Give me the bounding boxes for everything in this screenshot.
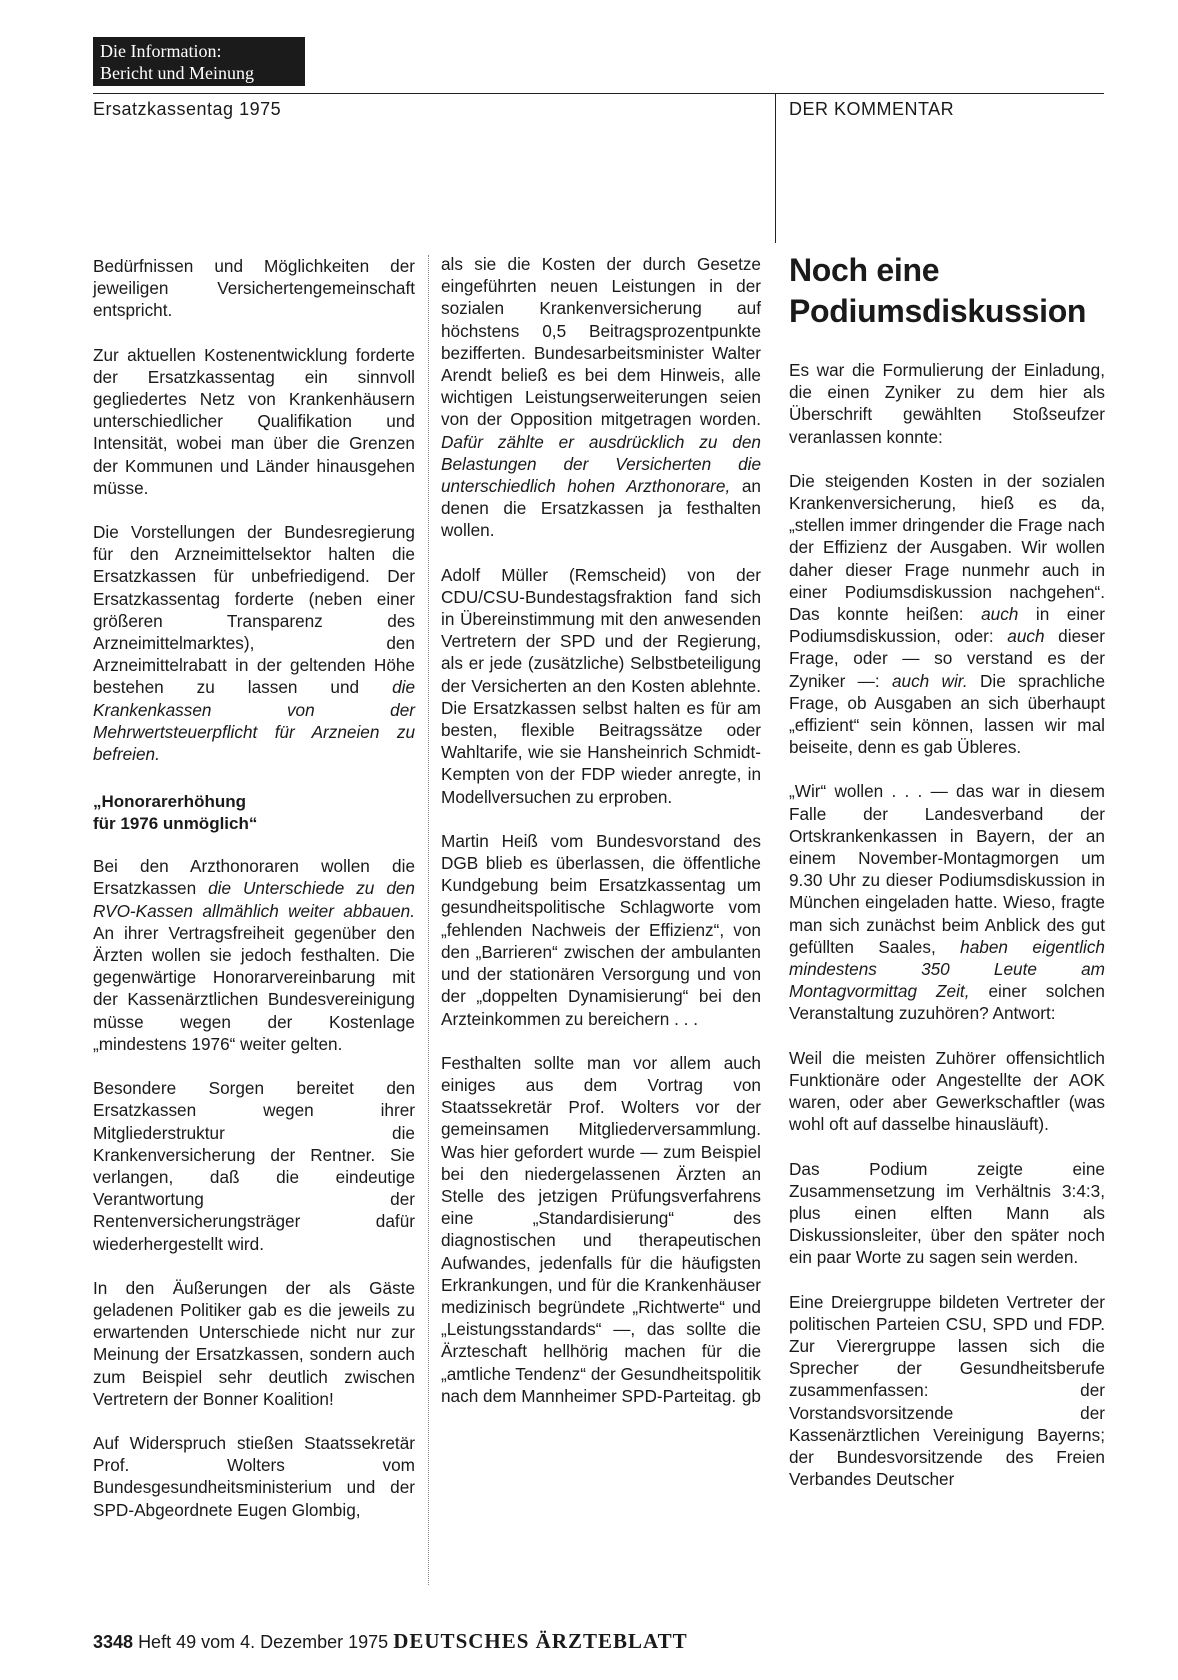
commentary-headline: Noch eine Podiumsdiskussion	[789, 252, 1087, 329]
paragraph: Martin Heiß vom Bundesvorstand des DGB blieb es überlassen, die öffentliche Kundgebung beim Ersatzkassentag um gesundheitspolitische Schlagworte vom „fehlenden Nachweis der Effizienz“, von den „Barrieren“ zwischen der ambulanten und der stationären Versorgung und von der „doppelten Dynamisierung“ bei den Arzteinkommen zu bereichern . . .	[441, 830, 761, 1029]
paragraph: als sie die Kosten der durch Gesetze eingeführten neuen Leistungen in der sozialen Krankenversicherung auf höchstens 0,5 Beitragsprozentpunkte bezifferten. Bundesarbeitsminister Walter Arendt beließ es bei dem Hinweis, alle wichtigen Leistungserweiterungen seien von der Opposition mitgetragen worden. Dafür zählte er ausdrücklich zu den Belastungen der Versicherten die unterschiedlich hohen Arzthonorare, an denen die Ersatzkassen ja festhalten wollen.	[441, 254, 761, 541]
paragraph: Die Vorstellungen der Bundesregierung für den Arzneimittelsektor halten die Ersatzkassen für unbefriedigend. Der Ersatzkassentag forderte (neben einer größeren Transparenz des Arzneimittelmarktes), den Arzneimittelrabatt in der geltenden Höhe bestehen zu lassen und die Krankenkassen von der Mehrwertsteuerpflicht für Arzneien zu befreien.	[93, 522, 415, 765]
paragraph: Festhalten sollte man vor allem auch einiges aus dem Vortrag von Staatssekretär Prof. Wolters vor der gemeinsamen Mitgliederversammlung. Was hier gefordert wurde — zum Beispiel bei den niedergelassenen Ärzten an Stelle des jetzigen Prüfungsverfahrens eine „Standardisierung“ des diagnostischen und therapeutischen Aufwandes, jedenfalls für die häufigsten Erkrankungen, und für die Krankenhäuser medizinisch begründete „Richtwerte“ und „Leistungsstandards“ —, das sollte die Ärzteschaft hellhörig machen für die „amtliche Tendenz“ der Gesundheitspolitik nach dem Mannheimer SPD-Parteitag. gb	[441, 1052, 761, 1406]
label-line-2: Bericht und Meinung	[100, 63, 254, 83]
paragraph: Besondere Sorgen bereitet den Ersatzkassen wegen ihrer Mitgliederstruktur die Krankenversicherung der Rentner. Sie verlangen, daß die eindeutige Verantwortung der Rentenversicherungsträger dafür wiederhergestellt wird.	[93, 1078, 415, 1254]
paragraph: Es war die Formulierung der Einladung, die einen Zyniker zu dem hier als Überschrift gewählten Stoßseufzer veranlassen konnte:	[789, 360, 1105, 447]
paragraph: Das Podium zeigte eine Zusammensetzung im Verhältnis 3:4:3, plus einen elften Mann als Diskussionsleiter, über den später noch ein paar Worte zu sagen sein werden.	[789, 1158, 1105, 1268]
paragraph: Die steigenden Kosten in der sozialen Krankenversicherung, hieß es da, „stellen immer dringender die Frage nach der Effizienz der Ausgaben. Wir wollen daher dieser Frage nunmehr auch in einer Podiumsdiskussion nachgehen“. Das konnte heißen: auch in einer Podiumsdiskussion, oder: auch dieser Frage, oder — so verstand es der Zyniker —: auch wir. Die sprachliche Frage, ob Ausgaben an sich überhaupt „effizient“ sein können, lassen wir mal beiseite, denn es gab Übleres.	[789, 470, 1106, 758]
paragraph: Zur aktuellen Kostenentwicklung forderte der Ersatzkassentag ein sinnvoll gegliedertes Netz von Krankenhäusern unterschiedlicher Qualifikation und Intensität, wobei man über die Grenzen der Kommunen und Länder hinausgehen müsse.	[93, 344, 415, 498]
header-rule	[93, 93, 1104, 94]
section-title-left: Ersatzkassentag 1975	[93, 99, 282, 119]
paragraph: Bei den Arzthonoraren wollen die Ersatzkassen die Unterschiede zu den RVO-Kassen allmählich weiter abbauen. An ihrer Vertragsfreiheit gegenüber den Ärzten wollen sie jedoch festhalten. Die gegenwärtige Honorarvereinbarung mit der Kassenärztlichen Bundesvereinigung müsse wegen der Kostenlage „mindestens 1976“ weiter gelten.	[93, 856, 415, 1054]
article-column-1	[93, 255, 415, 1521]
paragraph: In den Äußerungen der als Gäste geladenen Politiker gab es die jeweils zu erwartenden Unterschiede nicht nur zur Meinung der Ersatzkassen, sondern auch zum Beispiel sehr deutlich zwischen Vertretern der Bonner Koalition!	[93, 1277, 415, 1409]
page-footer	[93, 1629, 688, 1654]
paragraph: Bedürfnissen und Möglichkeiten der jeweiligen Versichertengemeinschaft entspricht.	[93, 256, 415, 321]
paragraph: Weil die meisten Zuhörer offensichtlich Funktionäre oder Angestellte der AOK waren, oder aber Gewerkschaftler (was wohl oft auf dasselbe hinausläuft).	[789, 1047, 1105, 1135]
header-divider	[775, 93, 776, 243]
paragraph: Eine Dreiergruppe bildeten Vertreter der politischen Parteien CSU, SPD und FDP. Zur Vierergruppe lassen sich die Sprecher der Gesundheitsberufe zusammenfassen: der Vorstandsvorsitzende der Kassenärztlichen Vereinigung Bayerns; der Bundesvorsitzende des Freien Verbandes Deutscher	[789, 1291, 1105, 1490]
masthead: DEUTSCHES ÄRZTEBLATT	[393, 1629, 688, 1653]
column-divider	[428, 255, 429, 1585]
subheading: „Honorarerhöhung für 1976 unmöglich“	[93, 792, 258, 834]
issue-info: Heft 49 vom 4. Dezember 1975	[138, 1632, 389, 1652]
paragraph: „Wir“ wollen . . . — das war in diesem Falle der Landesverband der Ortskrankenkassen in Bayern, der an einem November-Montagmorgen um 9.30 Uhr zu dieser Podiumsdiskussion in München eingeladen hatte. Wieso, fragte man sich zunächst beim Anblick des gut gefüllten Saales, haben eigentlich mindestens 350 Leute am Montagvormittag Zeit, einer solchen Veranstaltung zuzuhören? Antwort:	[789, 781, 1105, 1024]
label-line-1: Die Information:	[100, 41, 222, 61]
article-column-2	[441, 253, 761, 1407]
commentary-column	[789, 359, 1105, 1490]
section-label-box	[93, 37, 305, 86]
page-number: 3348	[93, 1632, 134, 1652]
author-signature: gb	[741, 1385, 761, 1406]
paragraph: Auf Widerspruch stießen Staatssekretär Prof. Wolters vom Bundesgesundheitsministerium und der SPD-Abgeordnete Eugen Glombig,	[93, 1432, 415, 1520]
paragraph: Adolf Müller (Remscheid) von der CDU/CSU-Bundestagsfraktion fand sich in Übereinstimmung mit den anwesenden Vertretern der SPD und der Regierung, als er jede (zusätzliche) Selbstbeteiligung der Versicherten an den Kosten ablehnte. Die Ersatzkassen selbst halten es für am besten, flexible Beitragssätze oder Wahltarife, wie sie Hansheinrich Schmidt-Kempten von der FDP wieder anregte, in Modellversuchen zu erproben.	[441, 564, 761, 807]
section-title-right: DER KOMMENTAR	[789, 99, 955, 119]
